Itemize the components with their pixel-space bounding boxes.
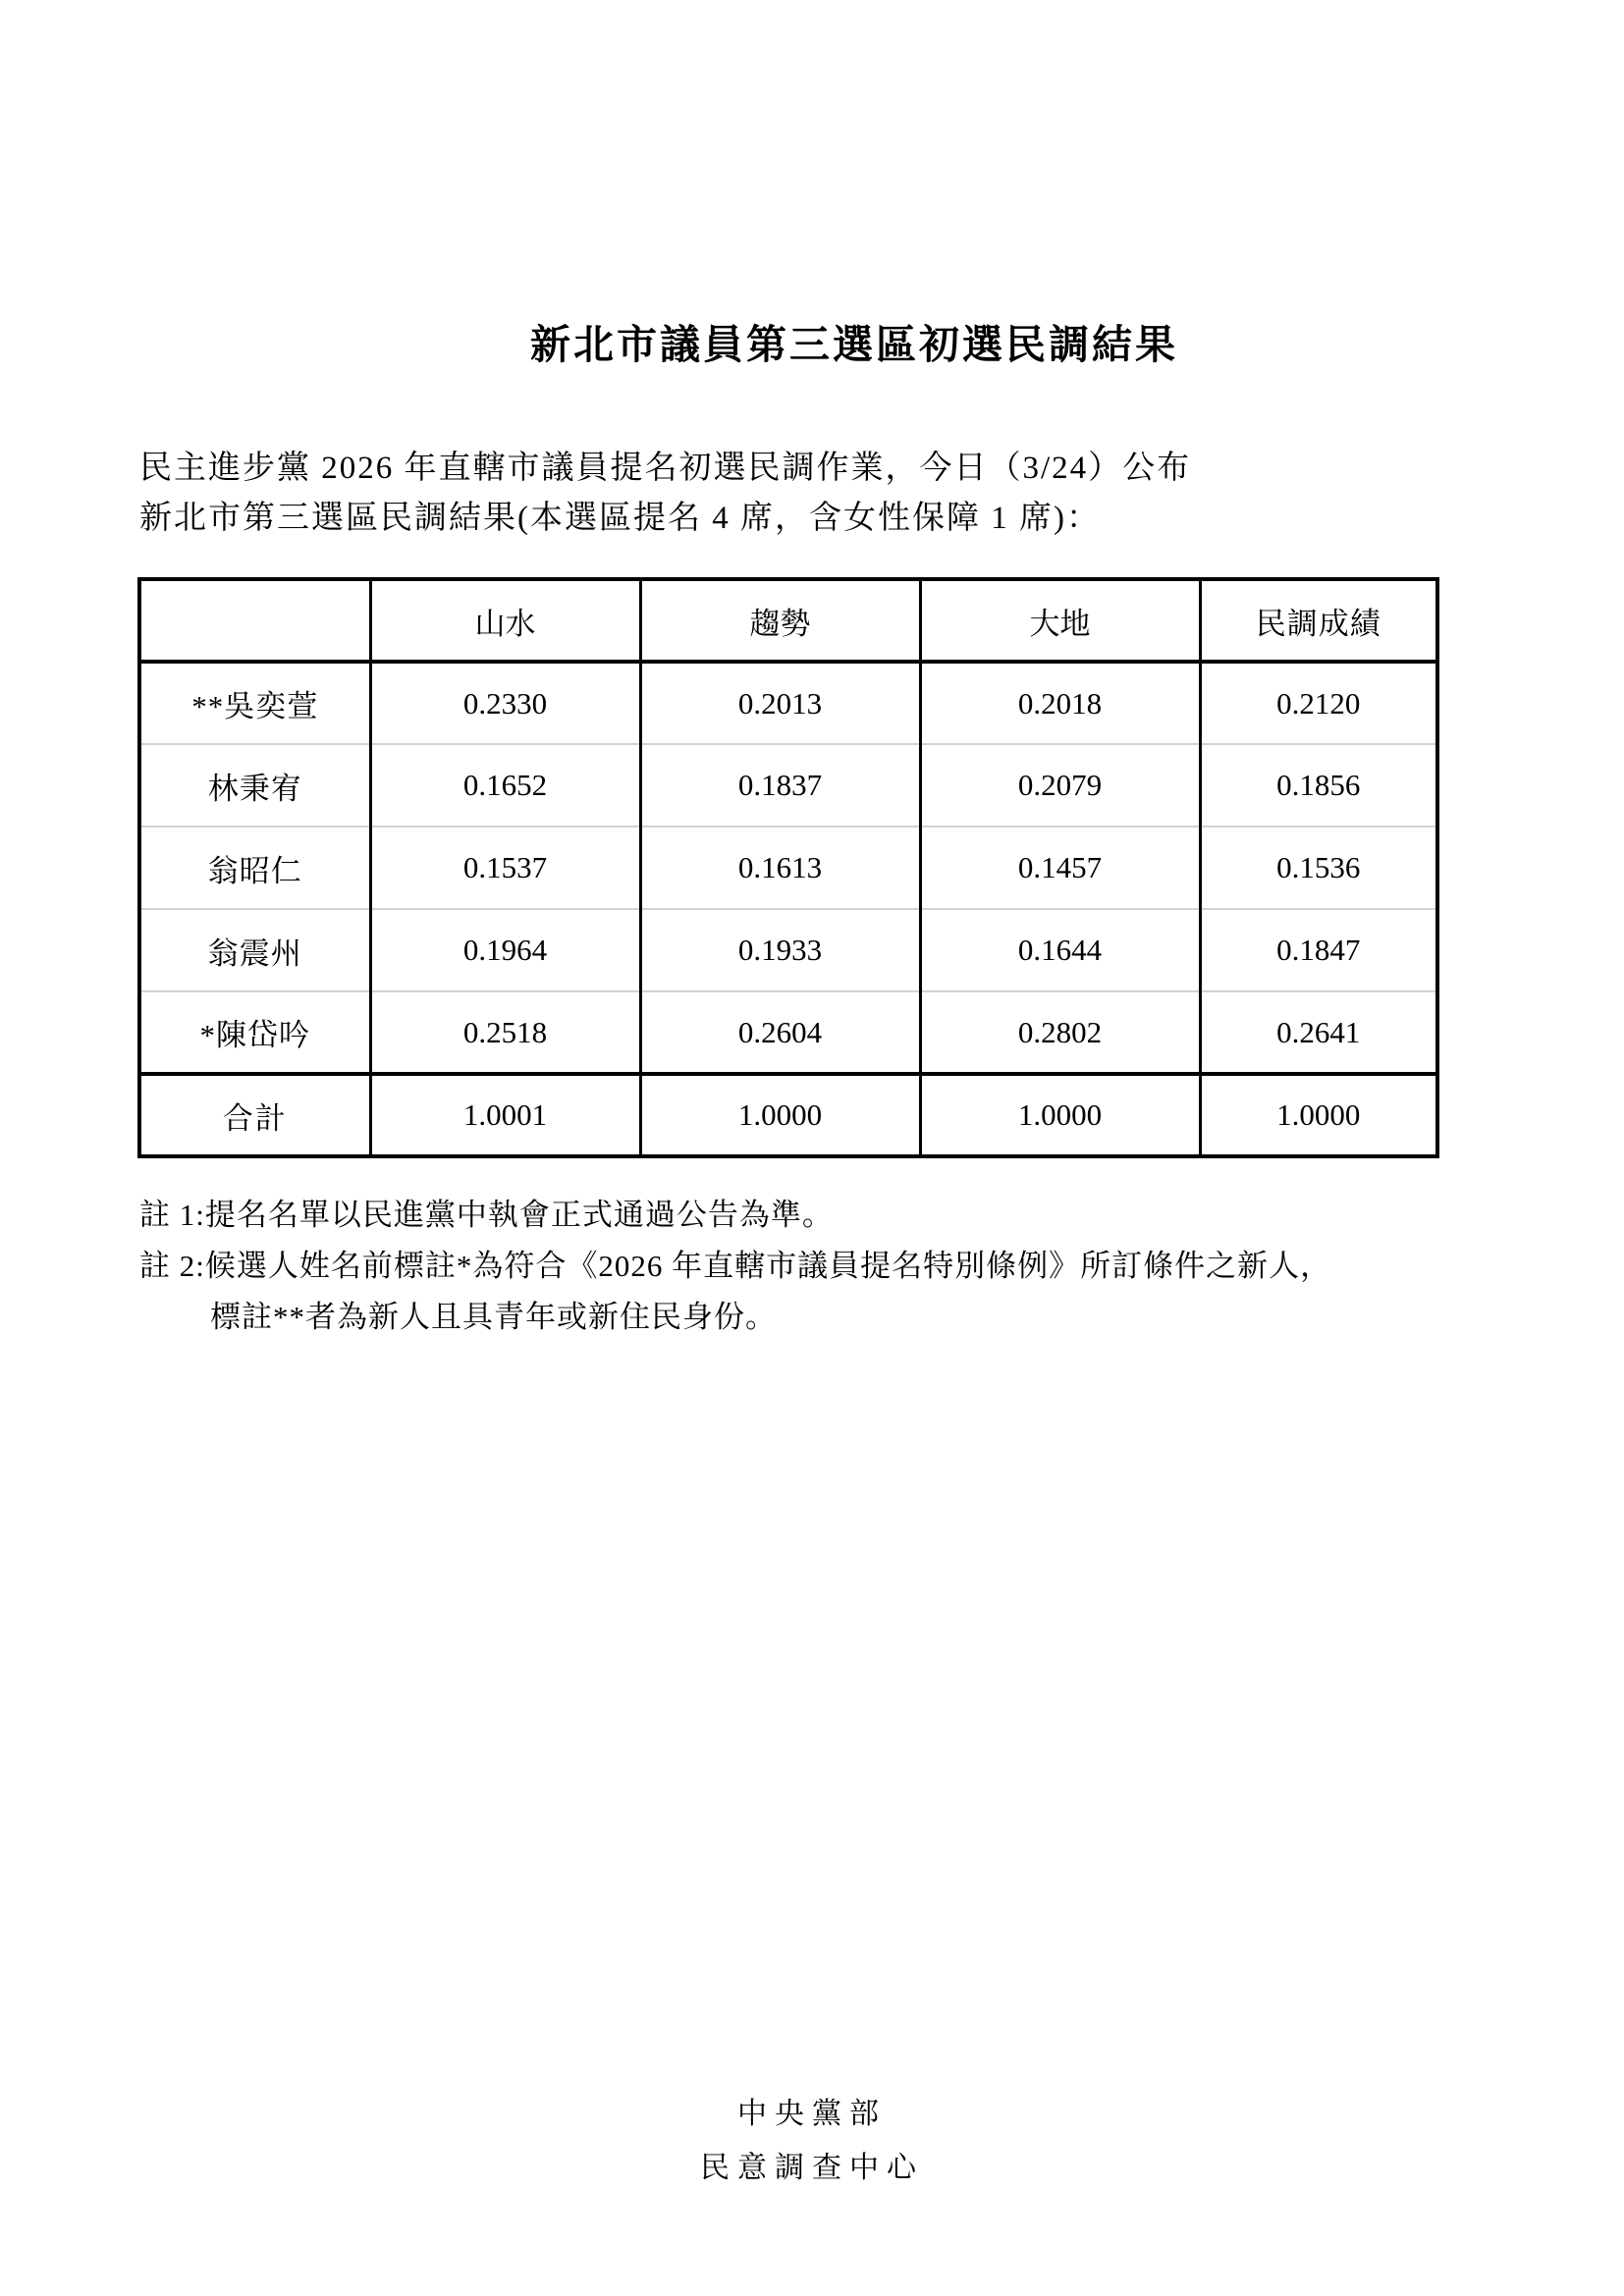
total-value-cell: 1.0001 [370,1074,640,1156]
score-cell: 0.1847 [1200,909,1437,991]
intro-line-1: 民主進步黨 2026 年直轄市議員提名初選民調作業，今日（3/24）公布 [139,451,1192,486]
poll-value-cell: 0.2802 [920,991,1200,1074]
poll-value-cell: 0.2604 [640,991,920,1074]
table-row [139,909,1437,991]
poll-value-cell: 0.2518 [370,991,640,1074]
table-row [139,744,1437,827]
header-cell-dadi: 大地 [920,579,1200,662]
poll-value-cell: 0.2079 [920,744,1200,827]
poll-results-table [137,577,1439,1158]
header-cell-empty [139,579,370,662]
page-title: 新北市議員第三選區初選民調結果 [530,322,1178,367]
poll-value-cell: 0.1457 [920,827,1200,909]
header-cell-trend: 趨勢 [640,579,920,662]
footer-org-line: 中央黨部 [737,2098,887,2130]
poll-value-cell: 0.1837 [640,744,920,827]
table-row [139,827,1437,909]
total-label-cell: 合計 [139,1074,370,1156]
candidate-name-cell: **吳奕萱 [139,662,370,744]
poll-value-cell: 0.1613 [640,827,920,909]
candidate-name-cell: 翁震州 [139,909,370,991]
total-score-cell: 1.0000 [1200,1074,1437,1156]
candidate-name-cell: *陳岱吟 [139,991,370,1074]
header-cell-shanshui: 山水 [370,579,640,662]
score-cell: 0.2120 [1200,662,1437,744]
poll-value-cell: 0.1964 [370,909,640,991]
score-cell: 0.1536 [1200,827,1437,909]
intro-line-2: 新北市第三選區民調結果(本選區提名 4 席，含女性保障 1 席)： [139,501,1101,536]
table-total-row [139,1074,1437,1156]
poll-value-cell: 0.1652 [370,744,640,827]
footnote-1: 註 1:提名名單以民進黨中執會正式通過公告為準。 [139,1198,834,1232]
candidate-name-cell: 林秉宥 [139,744,370,827]
candidate-name-cell: 翁昭仁 [139,827,370,909]
poll-value-cell: 0.1537 [370,827,640,909]
table-row [139,662,1437,744]
footnote-2-continued: 標註**者為新人且具青年或新住民身份。 [210,1300,777,1334]
total-value-cell: 1.0000 [920,1074,1200,1156]
total-value-cell: 1.0000 [640,1074,920,1156]
intro-paragraph [139,444,1191,544]
poll-value-cell: 0.1933 [640,909,920,991]
footer-center-line: 民意調查中心 [700,2152,924,2184]
table-row [139,991,1437,1074]
header-cell-poll-score: 民調成績 [1200,579,1437,662]
score-cell: 0.2641 [1200,991,1437,1074]
footnote-2: 註 2:候選人姓名前標註*為符合《2026 年直轄市議員提名特別條例》所訂條件之新人， [139,1249,1332,1283]
footnotes [139,1190,1331,1343]
poll-value-cell: 0.2018 [920,662,1200,744]
poll-value-cell: 0.2330 [370,662,640,744]
poll-value-cell: 0.2013 [640,662,920,744]
poll-value-cell: 0.1644 [920,909,1200,991]
score-cell: 0.1856 [1200,744,1437,827]
document-footer [0,2087,1624,2195]
table-header-row [139,579,1437,662]
